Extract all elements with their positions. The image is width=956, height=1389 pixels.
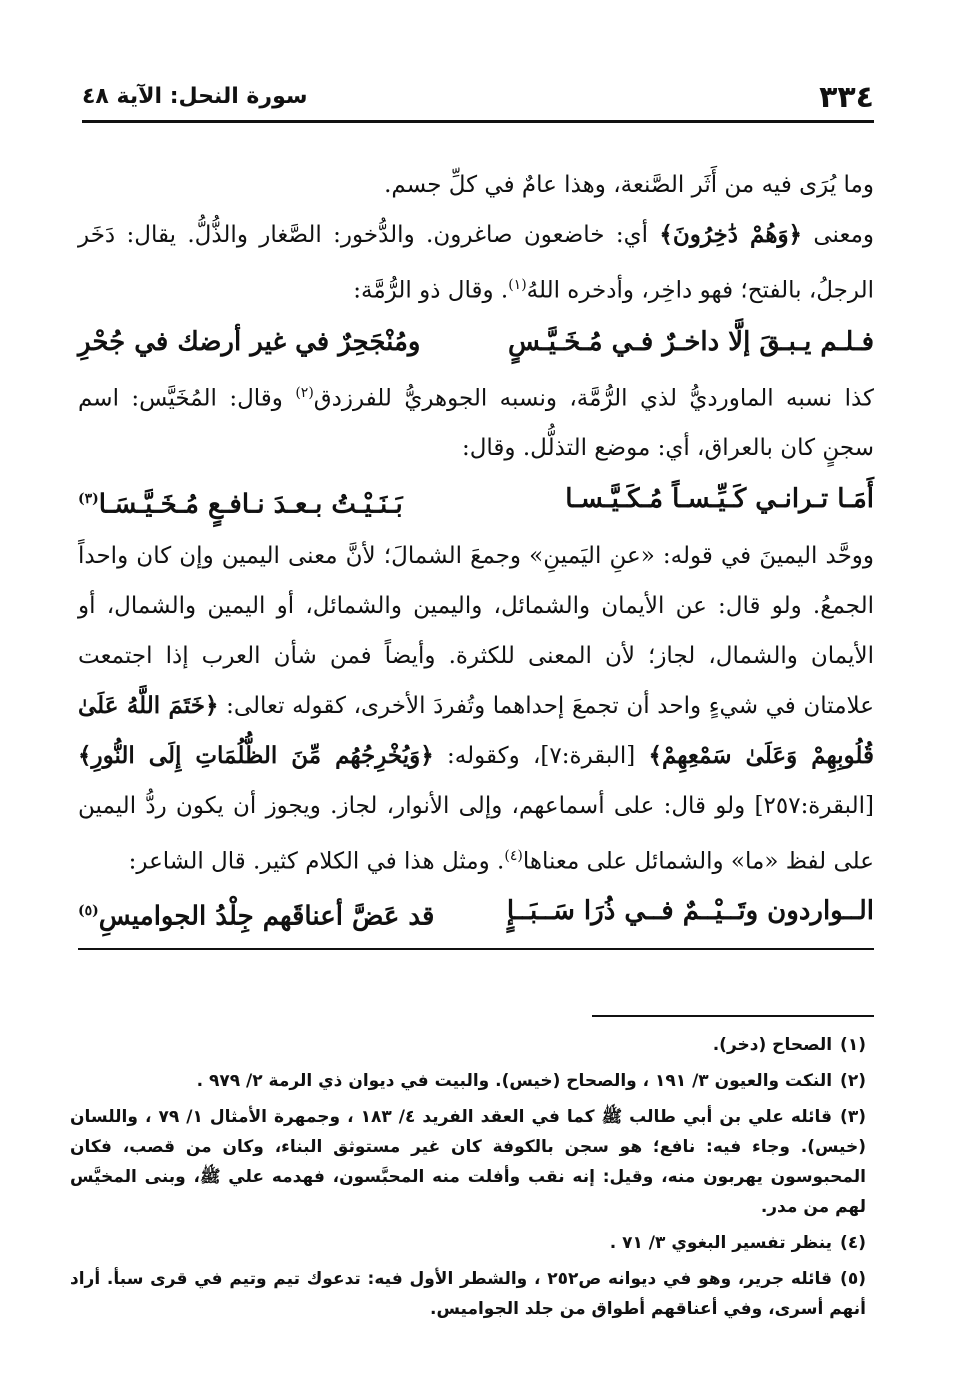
footnote-2 bbox=[70, 1066, 866, 1096]
verse-1-second-hemistich: ومُنْجَحِرٌ في غير أرضك في جُحْرِ bbox=[78, 326, 421, 357]
footnote-ref-3: (٣) bbox=[78, 491, 99, 508]
footnote-text: قائله علي بن أبي طالب ﷺ كما في العقد الفريد ٤/ ١٨٣ ، وجمهرة الأمثال ١/ ٧٩ ، واللسان (خيس). وجاء فيه: نافع؛ هو سجن بالكوفة كان غير مستوثق البناء، وكان من قصب، فكان المحبوسون يهربون منه، وقيل: إنه نقب وأفلت منه المحبَّسون، فهدمه علي ﷺ، وبنى المخيَّس لهم من مدر. bbox=[70, 1107, 866, 1217]
footnote-number: (١) bbox=[840, 1035, 866, 1055]
paragraph-4 bbox=[78, 531, 874, 887]
page-number: ٣٣٤ bbox=[819, 80, 874, 115]
chapter-title: سورة النحل: الآية ٤٨ bbox=[82, 84, 308, 109]
running-header bbox=[82, 66, 874, 123]
footnote-number: (٥) bbox=[840, 1269, 866, 1289]
footnote-number: (٤) bbox=[840, 1233, 866, 1253]
p4-text: ووحَّد اليمينَ في قوله: «عنِ اليَمينِ» وجمعَ الشمالَ؛ لأنَّ معنى اليمين وإن كان واحداً الجمعُ. ولو قال: عن الأيمان والشمائل، واليمين والشمائل، أو اليمين والشمال، أو الأيمان والشمال، لجاز؛ لأن المعنى للكثرة. وأيضاً فمن شأن العرب إذا اجتمعت علامتان في شيءٍ واحد أن تجمعَ إحداهما وتُفردَ الأخرى، كقوله تعالى: bbox=[78, 542, 875, 719]
footnote-text: الصحاح (دخر). bbox=[712, 1035, 833, 1055]
verse-1-first-hemistich: فـلـم يـبـقَ إلَّا داخـرٌ فـي مُـخَـيَّـسٍ bbox=[508, 326, 874, 357]
verse-2-first-hemistich: أَمَـا تـرانـي كَـيِّـسـاً مُـكَـيَّـسـا bbox=[565, 484, 874, 515]
footnote-3 bbox=[70, 1102, 866, 1222]
poem-verse-2 bbox=[78, 473, 874, 531]
p4-ref-1: [البقرة:٧]، وكقوله: bbox=[447, 742, 636, 769]
verse-3-second-hemistich bbox=[78, 887, 434, 941]
footnotes bbox=[70, 1030, 866, 1330]
p2-intro: ومعنى bbox=[813, 222, 875, 248]
p2-text: أي: خاضعون صاغرون. والدُّخور: الصَّغار والذُّلُّ. يقال: دَخَر الرجلُ، بالفتح؛ فهو داخِر، وأدخره اللهُ bbox=[78, 222, 874, 304]
footnote-text: النكت والعيون ٣/ ١٩١ ، والصحاح (خيس). والبيت في ديوان ذي الرمة ٢/ ٩٧٩ . bbox=[196, 1071, 833, 1091]
footnote-4 bbox=[70, 1228, 866, 1258]
footnote-1 bbox=[70, 1030, 866, 1060]
footnote-number: (٣) bbox=[840, 1107, 866, 1127]
verse-3-second-text: قد عَضَّ أعناقَهم جِلْدُ الجواميسِ bbox=[98, 901, 435, 932]
paragraph-1: وما يُرَى فيه من أَثَر الصَّنعة، وهذا عامٌ في كلِّ جسم. bbox=[384, 172, 874, 198]
quran-quote-baqara-7: ﴿خَتَمَ اللَّهُ عَلَىٰ قُلُوبِهِمْ وَعَلَىٰ سَمْعِهِمْ﴾ bbox=[78, 691, 874, 769]
footnote-ref-4: (٤) bbox=[504, 847, 523, 864]
quran-quote: ﴿وَهُمْ دَٰخِرُونَ﴾ bbox=[659, 221, 803, 248]
poem-verse-1 bbox=[78, 316, 874, 368]
quran-quote-baqara-257: ﴿وَيُخْرِجُهُم مِّنَ الظُّلُمَاتِ إِلَى النُّورِ﴾ bbox=[78, 741, 434, 769]
p3-end: وقال: المُخَيَّس: اسم سجنٍ كان بالعراق، أي: موضع التذلُّل. وقال: bbox=[78, 385, 874, 462]
verse-3-first-hemistich: الــواردون وتَــيْــمٌ فــي ذُرَا سَــبَــإٍ bbox=[506, 895, 874, 926]
footnote-number: (٢) bbox=[840, 1071, 866, 1091]
footnote-ref-2: (٢) bbox=[295, 384, 314, 401]
paragraph-2 bbox=[78, 210, 874, 316]
footnote-separator bbox=[592, 1015, 874, 1017]
footnote-text: ينظر تفسير البغوي ٣/ ٧١ . bbox=[609, 1233, 833, 1253]
p4-ref-2: [البقرة:٢٥٧] ولو قال: على أسماعهم، وإلى الأنوار، لجاز. ويجوز أن يكون ردُّ اليمين على لفظ «ما» والشمائل على معناها bbox=[78, 792, 874, 875]
verse-2-second-text: بَـنَـيْـتُ بـعـدَ نـافـعٍ مُـخَـيَّـسَـا bbox=[98, 489, 403, 520]
poem-verse-3 bbox=[78, 887, 874, 951]
main-text bbox=[78, 160, 874, 950]
verse-2-second-hemistich bbox=[78, 473, 403, 531]
p2-end: . وقال ذو الرُّمَّة: bbox=[353, 277, 509, 304]
footnote-ref-5: (٥) bbox=[78, 902, 99, 919]
p4-end: . ومثل هذا في الكلام كثير. قال الشاعر: bbox=[128, 848, 505, 875]
p3-text: كذا نسبه الماورديُّ لذي الرُّمَّة، ونسبه الجوهريُّ للفرزدق bbox=[313, 385, 875, 412]
footnote-5 bbox=[70, 1264, 866, 1324]
footnote-text: قائله جرير، وهو في ديوانه ص٢٥٢ ، والشطر الأول فيه: تدعوك تيم وتيم في قرى سبأ. أراد أنهم أسرى، وفي أعناقهم أطواق من جلد الجواميس. bbox=[70, 1269, 866, 1319]
footnote-ref-1: (١) bbox=[508, 277, 527, 293]
paragraph-3 bbox=[78, 368, 874, 474]
